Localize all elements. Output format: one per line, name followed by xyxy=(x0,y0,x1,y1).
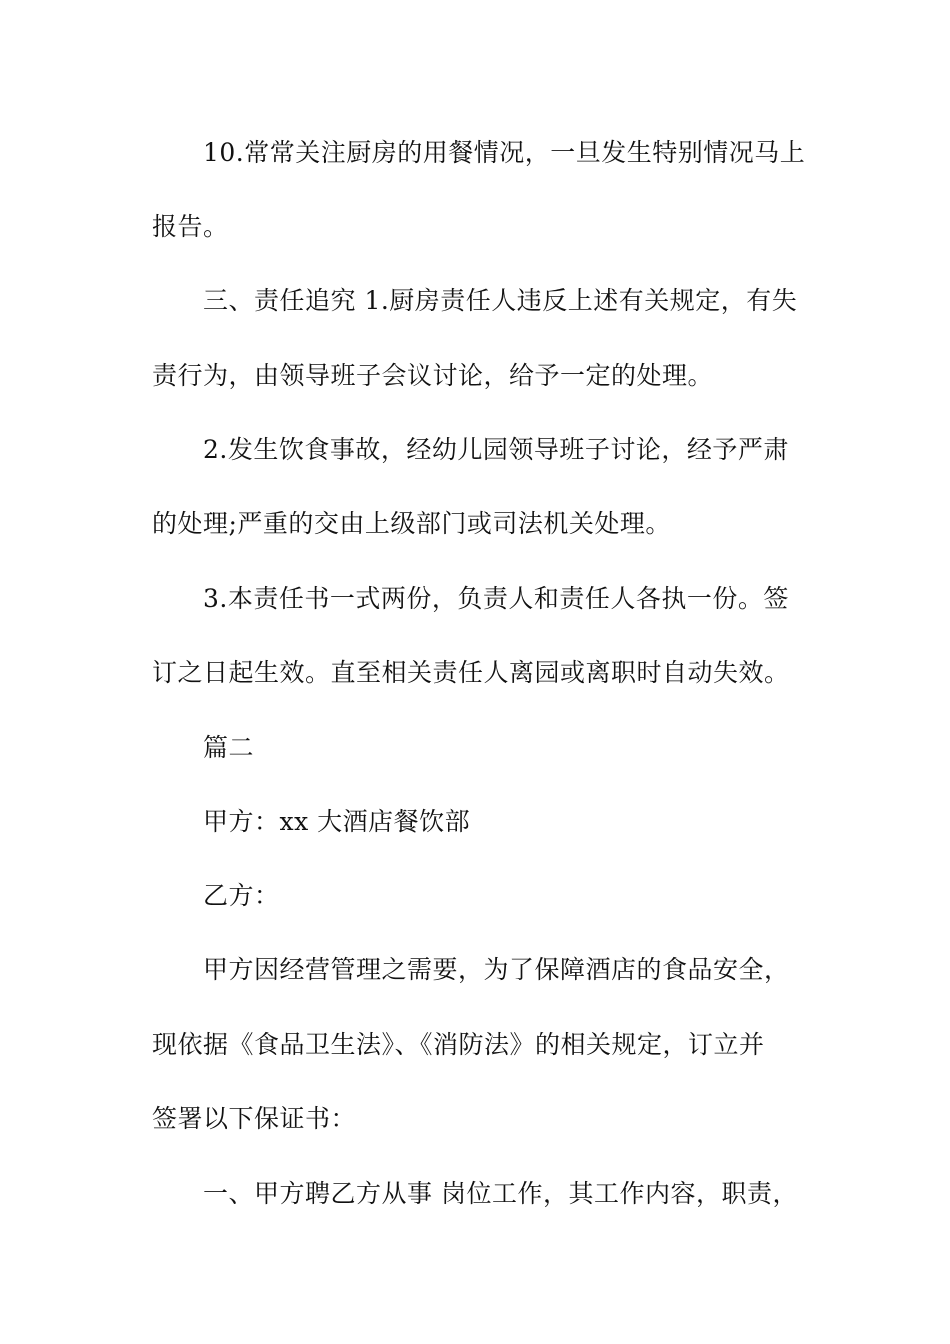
party-b: 乙方： xyxy=(203,881,280,910)
section-3-line-2: 责行为，由领导班子会议讨论，给予一定的处理。 xyxy=(152,361,714,390)
clause-1-line-1: 一、甲方聘乙方从事 岗位工作，其工作内容，职责， xyxy=(203,1179,798,1208)
section-3-line-1: 三、责任追究 1.厨房责任人违反上述有关规定，有失 xyxy=(203,286,798,315)
item-3-line-2: 订之日起生效。直至相关责任人离园或离职时自动失效。 xyxy=(152,658,790,687)
item-2-line-1: 2.发生饮食事故，经幼儿园领导班子讨论，经予严肃 xyxy=(203,435,789,464)
preamble-line-2: 现依据《食品卫生法》、《消防法》的相关规定，订立并 xyxy=(152,1030,765,1059)
party-a: 甲方：xx 大酒店餐饮部 xyxy=(203,807,471,836)
item-3-line-1: 3.本责任书一式两份，负责人和责任人各执一份。签 xyxy=(203,584,789,613)
item-2-line-2: 的处理;严重的交由上级部门或司法机关处理。 xyxy=(152,509,671,538)
section-heading: 篇二 xyxy=(203,733,255,762)
paragraph-10-line-1: 10.常常关注厨房的用餐情况，一旦发生特别情况马上 xyxy=(203,138,806,167)
preamble-line-1: 甲方因经营管理之需要，为了保障酒店的食品安全， xyxy=(203,955,790,984)
preamble-line-3: 签署以下保证书： xyxy=(152,1104,357,1133)
paragraph-10-line-2: 报告。 xyxy=(152,212,229,241)
